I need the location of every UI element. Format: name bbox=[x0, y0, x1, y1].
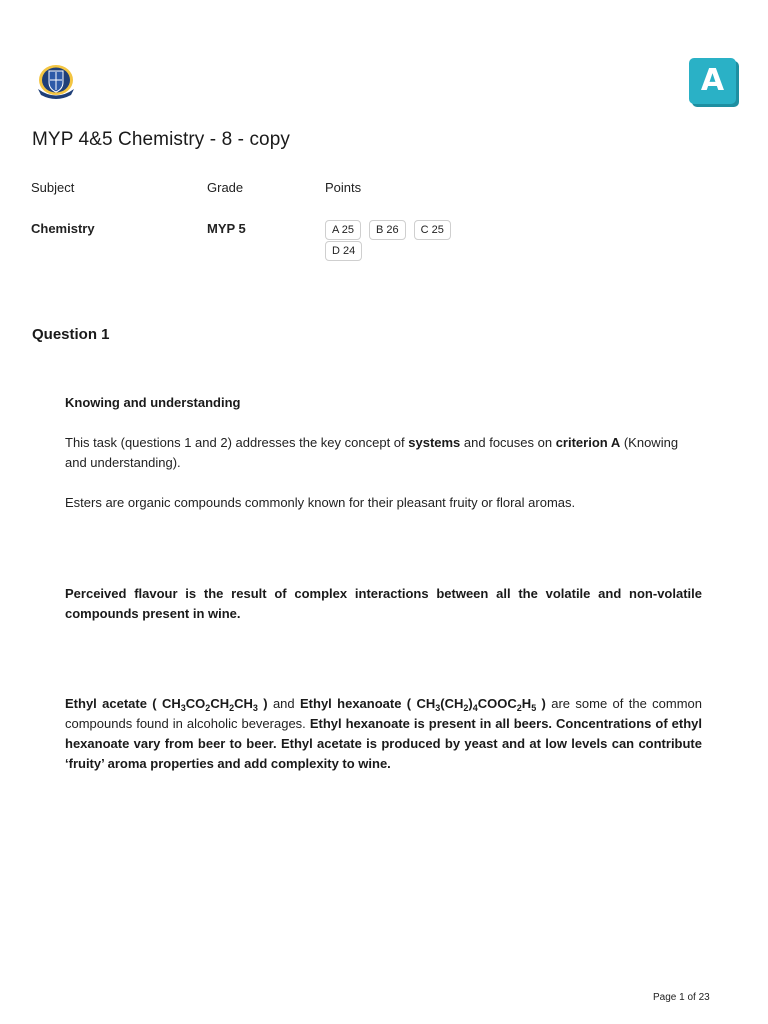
ethyl-hexanoate-formula: $CH_3(CH_2)_4COOC_2H_5$ bbox=[416, 696, 537, 713]
grade-label: Grade bbox=[207, 180, 244, 195]
app-logo: A bbox=[689, 58, 736, 104]
page-title: MYP 4&5 Chemistry - 8 - copy bbox=[32, 129, 290, 150]
page-number: Page 1 of 23 bbox=[653, 992, 710, 1003]
task-description: This task (questions 1 and 2) addresses the key concept of systems and focuses on criterion A (Knowing and understanding). bbox=[65, 435, 679, 470]
section-title: Knowing and understanding bbox=[65, 395, 241, 410]
ethyl-acetate-formula: $CH_3CO_2CH_2CH_3$ bbox=[162, 696, 258, 713]
compounds-paragraph: Ethyl acetate ( $CH_3CO_2CH_2CH_3$ ) and Ethyl hexanoate ( $CH_3(CH_2)_4COOC_2H_5$ ) are some of the common compounds found in alcoholic beverages. Ethyl hexanoate is present in all beers. Concentrations of ethyl hexanoate vary from beer to beer. Ethyl acetate is produced by yeast and at low levels can contribute ‘fruity’ aroma properties and add complexity to wine. bbox=[65, 696, 703, 771]
subject-label: Subject bbox=[31, 180, 75, 195]
esters-paragraph: Esters are organic compounds commonly known for their pleasant fruity or floral aromas. bbox=[65, 495, 576, 510]
points-chip-b: B 26 bbox=[369, 220, 406, 240]
question-heading: Question 1 bbox=[32, 326, 110, 343]
points-chip-a: A 25 bbox=[325, 220, 361, 240]
grade-value: MYP 5 bbox=[207, 221, 246, 236]
school-crest-logo bbox=[33, 62, 79, 102]
points-chips bbox=[325, 220, 475, 261]
flavour-paragraph: Perceived flavour is the result of complex interactions between all the volatile and non-volatile compounds present in wine. bbox=[65, 586, 702, 621]
points-label: Points bbox=[325, 180, 362, 195]
points-chip-c: C 25 bbox=[414, 220, 451, 240]
subject-value: Chemistry bbox=[31, 221, 95, 236]
points-chip-d: D 24 bbox=[325, 241, 362, 261]
